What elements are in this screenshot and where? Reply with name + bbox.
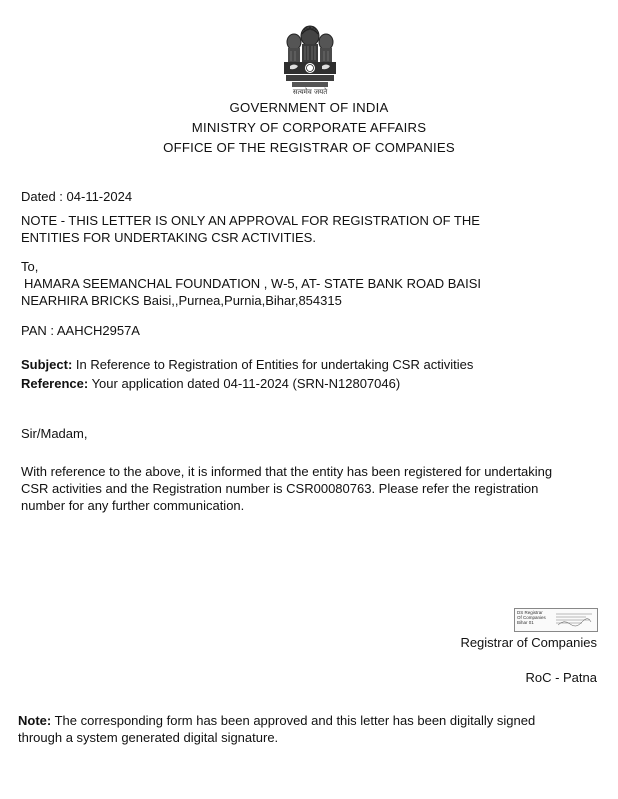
reference-line bbox=[21, 376, 400, 392]
subject-line bbox=[21, 357, 473, 373]
footer-note-label: Note: bbox=[18, 713, 52, 728]
address-line2: NEARHIRA BRICKS Baisi,,Purnea,Purnia,Bihar,854315 bbox=[21, 293, 342, 308]
roc-location: RoC - Patna bbox=[525, 670, 597, 685]
approval-note-line2: ENTITIES FOR UNDERTAKING CSR ACTIVITIES. bbox=[21, 230, 316, 245]
national-emblem-icon bbox=[272, 20, 348, 90]
emblem-motto: सत्यमेव जयते bbox=[292, 88, 328, 96]
registrar-title: Registrar of Companies bbox=[460, 635, 597, 650]
address-line1: HAMARA SEEMANCHAL FOUNDATION , W-5, AT- STATE BANK ROAD BAISI bbox=[24, 276, 481, 291]
salutation: Sir/Madam, bbox=[21, 426, 88, 441]
reference-label: Reference: bbox=[21, 376, 89, 391]
footer-note-line1 bbox=[18, 713, 535, 729]
body-line1: With reference to the above, it is informed that the entity has been registered for undertaking bbox=[21, 464, 553, 479]
footer-note-text: The corresponding form has been approved and this letter has been digitally signed bbox=[51, 713, 536, 728]
digital-signature-text: DS Registrar Of Companies Bihar 01 bbox=[517, 610, 546, 625]
body-line2: CSR activities and the Registration number is CSR00080763. Please refer the registration bbox=[21, 481, 539, 496]
header-government: GOVERNMENT OF INDIA bbox=[229, 100, 389, 115]
digital-signature-stamp bbox=[514, 608, 598, 632]
pan-line: PAN : AAHCH2957A bbox=[21, 323, 140, 338]
footer-note-line2: through a system generated digital signature. bbox=[18, 730, 279, 745]
subject-label: Subject: bbox=[21, 357, 73, 372]
header-ministry: MINISTRY OF CORPORATE AFFAIRS bbox=[191, 120, 427, 135]
reference-text: Your application dated 04-11-2024 (SRN-N12807046) bbox=[88, 376, 401, 391]
signature-scribble-icon bbox=[555, 611, 593, 627]
subject-text: In Reference to Registration of Entities for undertaking CSR activities bbox=[72, 357, 474, 372]
approval-note-line1: NOTE - THIS LETTER IS ONLY AN APPROVAL FOR REGISTRATION OF THE bbox=[21, 213, 480, 228]
dated-line: Dated : 04-11-2024 bbox=[21, 189, 133, 204]
header-office: OFFICE OF THE REGISTRAR OF COMPANIES bbox=[163, 140, 455, 155]
to-label: To, bbox=[21, 259, 39, 274]
body-line3: number for any further communication. bbox=[21, 498, 245, 513]
